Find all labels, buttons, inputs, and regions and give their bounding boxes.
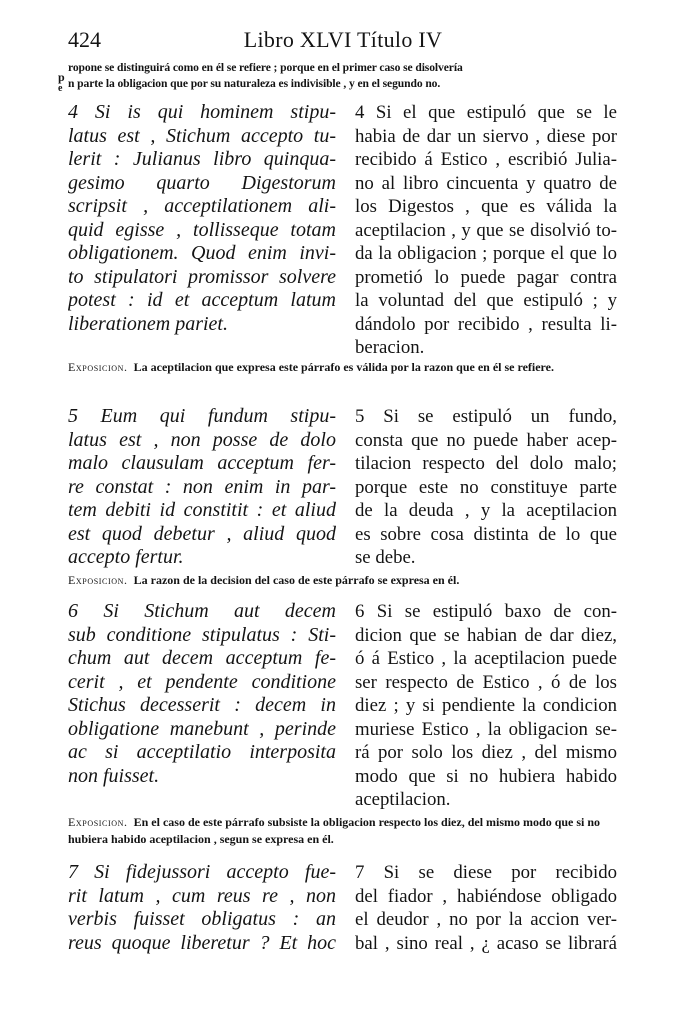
latin-line: ac si acceptilatio interposita xyxy=(68,741,336,763)
spanish-paragraph-5 xyxy=(355,405,617,570)
latin-paragraph-5 xyxy=(68,405,336,570)
margin-letter-p: p xyxy=(58,70,65,84)
latin-line: chum aut decem acceptum fe- xyxy=(68,647,336,669)
latin-line: lerit : Julianus libro quinqua- xyxy=(68,148,336,170)
latin-line: verbis fuisset obligatus : an xyxy=(68,908,336,930)
spanish-line: modo que si no hubiera habido xyxy=(355,765,617,787)
spanish-line: consta que no puede haber acep- xyxy=(355,429,617,451)
spanish-line: 6 Si se estipuló baxo de con- xyxy=(355,601,617,622)
spanish-line: de la deuda , y la aceptilacion xyxy=(355,500,617,521)
spanish-line: bal , sino real , ¿ acaso se librará xyxy=(355,932,617,954)
latin-line: potest : id et acceptum latum xyxy=(68,289,336,311)
spanish-line: ó á Estico , la aceptilacion puede xyxy=(355,648,617,669)
spanish-line: los Digestos , que es válida la xyxy=(355,196,617,217)
latin-line: obligatione manebunt , perinde xyxy=(68,717,336,740)
latin-line: obligationem. Quod enim invi- xyxy=(68,242,336,264)
latin-line: est quod debetur , aliud quod xyxy=(68,522,336,545)
latin-line: accepto fertur. xyxy=(68,546,184,568)
spanish-line: no al libro cincuenta y quatro de xyxy=(355,172,617,194)
latin-line: 4 Si is qui hominem stipu- xyxy=(68,101,336,123)
latin-line: sub conditione stipulatus : Sti- xyxy=(68,623,336,646)
latin-line: rit latum , cum reus re , non xyxy=(68,884,336,907)
spanish-line: dándolo por recibido , resulta li- xyxy=(355,313,617,335)
spanish-line: aceptilacion , y que se disolvió to- xyxy=(355,219,617,241)
spanish-line: 7 Si se diese por recibido xyxy=(355,862,617,883)
spanish-line: del fiador , habiéndose obligado xyxy=(355,885,617,907)
spanish-line: aceptilacion. xyxy=(355,789,451,810)
latin-line: tem debiti id constitit : et aliud xyxy=(68,499,336,521)
latin-line: 5 Eum qui fundum stipu- xyxy=(68,405,336,427)
latin-line: reus quoque liberetur ? Et hoc xyxy=(68,931,336,954)
continuation-line: n parte la obligacion que por su naturaleza es indivisible , y en el segundo no. xyxy=(68,77,441,90)
spanish-line: tilacion respecto del dolo malo; xyxy=(355,453,617,474)
running-title: Libro XLVI Título IV xyxy=(243,27,443,52)
latin-line: latus est , non posse de dolo xyxy=(68,428,336,451)
spanish-line: rá por solo los diez , del mismo xyxy=(355,742,617,763)
spanish-line: dicion que se habian de dar diez, xyxy=(355,624,617,646)
latin-line: 7 Si fidejussori accepto fue- xyxy=(68,861,336,883)
spanish-line: porque este no constituye parte xyxy=(355,476,617,498)
spanish-line: se debe. xyxy=(355,547,416,568)
spanish-line: la voluntad del que estipuló ; y xyxy=(355,290,617,311)
latin-line: malo clausulam acceptum fer- xyxy=(68,452,336,474)
spanish-line: ser respecto de Estico , ó de los xyxy=(355,671,617,693)
margin-letter-e: e xyxy=(58,83,63,94)
latin-line: re constat : non enim in par- xyxy=(68,475,336,498)
latin-line: quid egisse , tollisseque totam xyxy=(68,218,336,241)
continuation-note xyxy=(68,60,616,92)
latin-line: liberationem pariet. xyxy=(68,312,228,335)
exposition-text: La aceptilacion que expresa este párrafo es válida por la razon que en él se refiere. xyxy=(133,360,554,374)
latin-line: gesimo quarto Digestorum xyxy=(68,171,336,194)
spanish-line: recibido á Estico , escribió Julia- xyxy=(355,149,617,170)
spanish-line: 5 Si se estipuló un fundo, xyxy=(355,406,617,427)
latin-line: scripsit , acceptilationem ali- xyxy=(68,195,336,217)
exposition-5 xyxy=(68,572,618,589)
exposition-label: Exposicion. xyxy=(68,360,128,374)
spanish-line: habia de dar un siervo , diese por xyxy=(355,125,617,147)
exposition-label: Exposicion. xyxy=(68,815,128,829)
spanish-line: 4 Si el que estipuló que se le xyxy=(355,102,617,123)
latin-line: cerit , et pendente conditione xyxy=(68,670,336,693)
spanish-paragraph-7 xyxy=(355,861,617,955)
spanish-line: el deudor , no por la accion ver- xyxy=(355,909,617,930)
exposition-4 xyxy=(68,359,618,376)
latin-line: latus est , Stichum accepto tu- xyxy=(68,124,336,147)
latin-line: Stichus decesserit : decem in xyxy=(68,694,336,716)
page-header xyxy=(68,27,618,57)
continuation-line: ropone se distinguirá como en él se refiere ; porque en el primer caso se disolvería xyxy=(68,61,463,74)
latin-line: 6 Si Stichum aut decem xyxy=(68,600,336,622)
spanish-line: muriese Estico , la obligacion se- xyxy=(355,718,617,740)
exposition-label: Exposicion. xyxy=(68,573,128,587)
latin-paragraph-4 xyxy=(68,101,336,336)
spanish-line: prometió lo puede pagar contra xyxy=(355,266,617,288)
latin-paragraph-7 xyxy=(68,861,336,955)
spanish-line: diez ; y si pendiente la condicion xyxy=(355,695,617,716)
latin-line: non fuisset. xyxy=(68,764,160,787)
spanish-paragraph-4 xyxy=(355,101,617,360)
spanish-line: beracion. xyxy=(355,337,425,358)
spanish-line: da la obligacion ; porque el que lo xyxy=(355,243,617,264)
page-number: 424 xyxy=(68,27,101,52)
spanish-paragraph-6 xyxy=(355,600,617,812)
exposition-text: La razon de la decision del caso de este párrafo se expresa en él. xyxy=(133,573,460,587)
latin-line: to stipulatori promissor solvere xyxy=(68,265,336,288)
latin-paragraph-6 xyxy=(68,600,336,788)
exposition-6 xyxy=(68,814,618,848)
exposition-text: En el caso de este párrafo subsiste la obligacion respecto los diez, del mismo modo que si no hubiera habido aceptilacion , segun se expresa en él. xyxy=(68,815,601,846)
spanish-line: es sobre cosa distinta de lo que xyxy=(355,523,617,545)
